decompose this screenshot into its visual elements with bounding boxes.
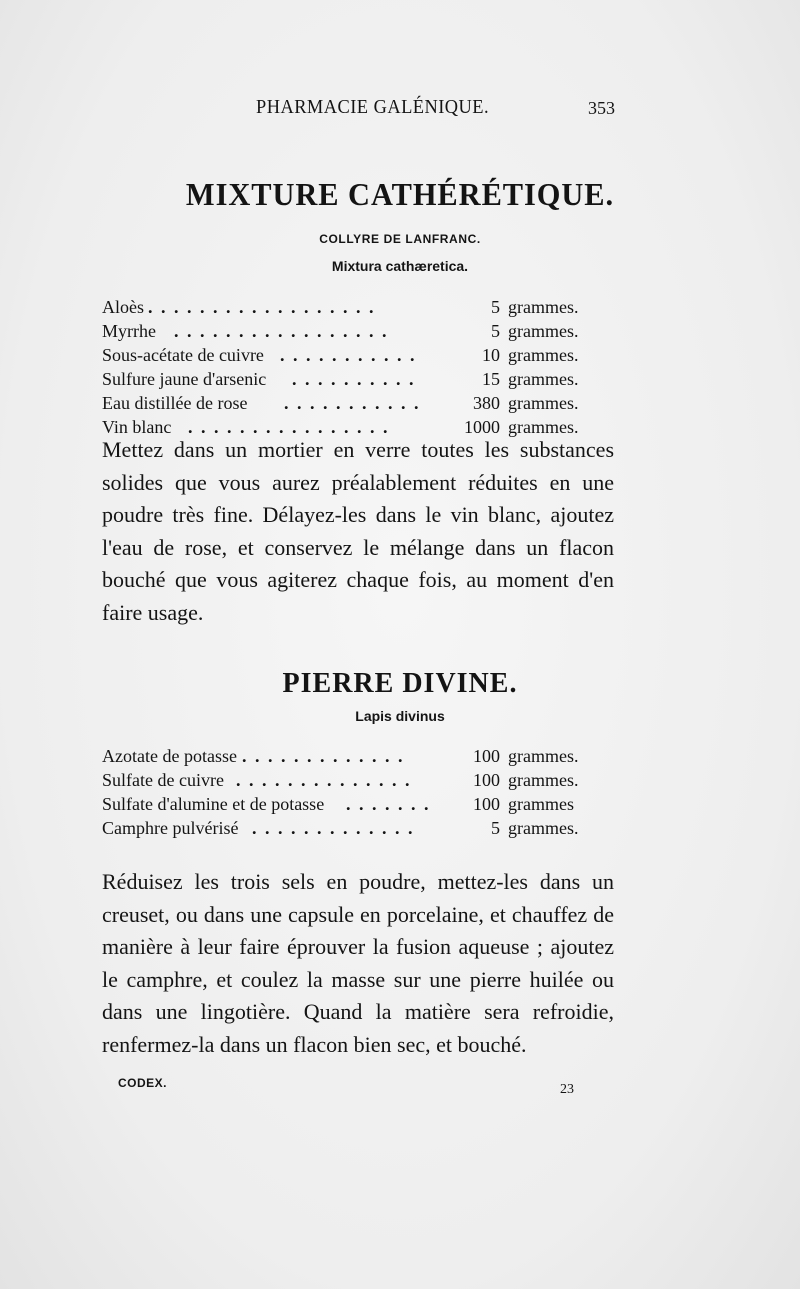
ingredient-amount: 5 bbox=[491, 297, 500, 317]
ingredient-row bbox=[102, 343, 588, 367]
ingredient-unit: grammes. bbox=[508, 297, 579, 317]
ingredient-unit: grammes. bbox=[508, 393, 579, 413]
ingredient-name: Sulfate d'alumine et de potasse bbox=[102, 794, 325, 814]
ingredient-unit: grammes. bbox=[508, 417, 579, 437]
instructions-mixture: Mettez dans un mortier en verre toutes les substances solides que vous aurez préalablement réduites en une poudre très fine. Délayez-les dans le vin blanc, ajoutez l'eau de rose, et conservez le mélange dans un flacon bouché que vous agiterez chaque fois, au moment d'en faire usage. bbox=[102, 437, 614, 625]
ingredient-row bbox=[102, 792, 588, 816]
ingredient-unit: grammes. bbox=[508, 770, 579, 790]
ingredient-unit: grammes. bbox=[508, 321, 579, 341]
ingredient-unit: grammes. bbox=[508, 345, 579, 365]
ingredient-name: Sulfate de cuivre bbox=[102, 770, 224, 790]
ingredient-row bbox=[102, 319, 588, 343]
leader-dots: . . . . . . . . . . bbox=[292, 369, 416, 389]
latin-name-lapis: Lapis divinus bbox=[355, 708, 445, 724]
leader-dots: . . . . . . . . . . . . . . . . . . bbox=[148, 297, 376, 317]
section-title-mixture: MIXTURE CATHÉRÉTIQUE. bbox=[185, 176, 615, 212]
running-title: PHARMACIE GALÉNIQUE. bbox=[256, 96, 490, 118]
ingredient-amount: 100 bbox=[473, 770, 500, 790]
ingredient-name: Sulfure jaune d'arsenic bbox=[102, 369, 267, 389]
ingredient-row bbox=[102, 768, 588, 792]
ingredient-row bbox=[102, 744, 588, 768]
footer-sign: CODEX. bbox=[118, 1076, 168, 1090]
leader-dots: . . . . . . . . . . . bbox=[280, 345, 417, 365]
ingredient-unit: grammes. bbox=[508, 369, 579, 389]
ingredient-amount: 5 bbox=[491, 321, 500, 341]
ingredient-list-pierre bbox=[102, 744, 588, 840]
instructions-pierre: Réduisez les trois sels en poudre, mettez-les dans un creuset, ou dans une capsule en porcelaine, et chauffez de manière à leur faire éprouver la fusion aqueuse ; ajoutez le camphre, et coulez la masse sur une pierre huilée ou dans une lingotière. Quand la matière sera refroidie, renfermez-la dans un flacon bien sec, et bouché. bbox=[102, 869, 614, 1057]
ingredient-amount: 1000 bbox=[464, 417, 500, 437]
leader-dots: . . . . . . . . . . . . . bbox=[252, 818, 415, 838]
leader-dots: . . . . . . . . . . . . . . bbox=[236, 770, 412, 790]
leader-dots: . . . . . . . . . . . bbox=[284, 393, 421, 413]
ingredient-unit: grammes. bbox=[508, 746, 579, 766]
ingredient-amount: 10 bbox=[482, 345, 500, 365]
ingredient-amount: 15 bbox=[482, 369, 500, 389]
ingredient-name: Camphre pulvérisé bbox=[102, 818, 239, 838]
ingredient-name: Azotate de potasse bbox=[102, 746, 237, 766]
ingredient-name: Aloès bbox=[102, 297, 144, 317]
ingredient-name: Eau distillée de rose bbox=[102, 393, 248, 413]
ingredient-name: Vin blanc bbox=[102, 417, 172, 437]
leader-dots: . . . . . . . . . . . . . . . . bbox=[188, 417, 390, 437]
ingredient-row bbox=[102, 391, 588, 415]
ingredient-amount: 380 bbox=[473, 393, 500, 413]
leader-dots: . . . . . . . . . . . . . bbox=[242, 746, 405, 766]
ingredient-amount: 5 bbox=[491, 818, 500, 838]
ingredient-list-mixture bbox=[102, 295, 588, 439]
latin-name-mixtura: Mixtura cathæretica. bbox=[331, 258, 469, 274]
page-footer bbox=[0, 1076, 800, 1100]
ingredient-row bbox=[102, 295, 588, 319]
running-head bbox=[0, 96, 800, 126]
ingredient-row bbox=[102, 367, 588, 391]
signature-mark: 23 bbox=[560, 1082, 574, 1097]
ingredient-row bbox=[102, 816, 588, 840]
ingredient-amount: 100 bbox=[473, 746, 500, 766]
section-subtitle-collyre: COLLYRE DE LANFRANC. bbox=[319, 232, 481, 246]
leader-dots: . . . . . . . bbox=[346, 794, 431, 814]
ingredient-name: Sous-acétate de cuivre bbox=[102, 345, 264, 365]
ingredient-unit: grammes bbox=[508, 794, 574, 814]
leader-dots: . . . . . . . . . . . . . . . . . bbox=[174, 321, 389, 341]
ingredient-amount: 100 bbox=[473, 794, 500, 814]
section-title-pierre: PIERRE DIVINE. bbox=[282, 668, 518, 699]
ingredient-name: Myrrhe bbox=[102, 321, 156, 341]
ingredient-unit: grammes. bbox=[508, 818, 579, 838]
page-number: 353 bbox=[588, 98, 615, 118]
